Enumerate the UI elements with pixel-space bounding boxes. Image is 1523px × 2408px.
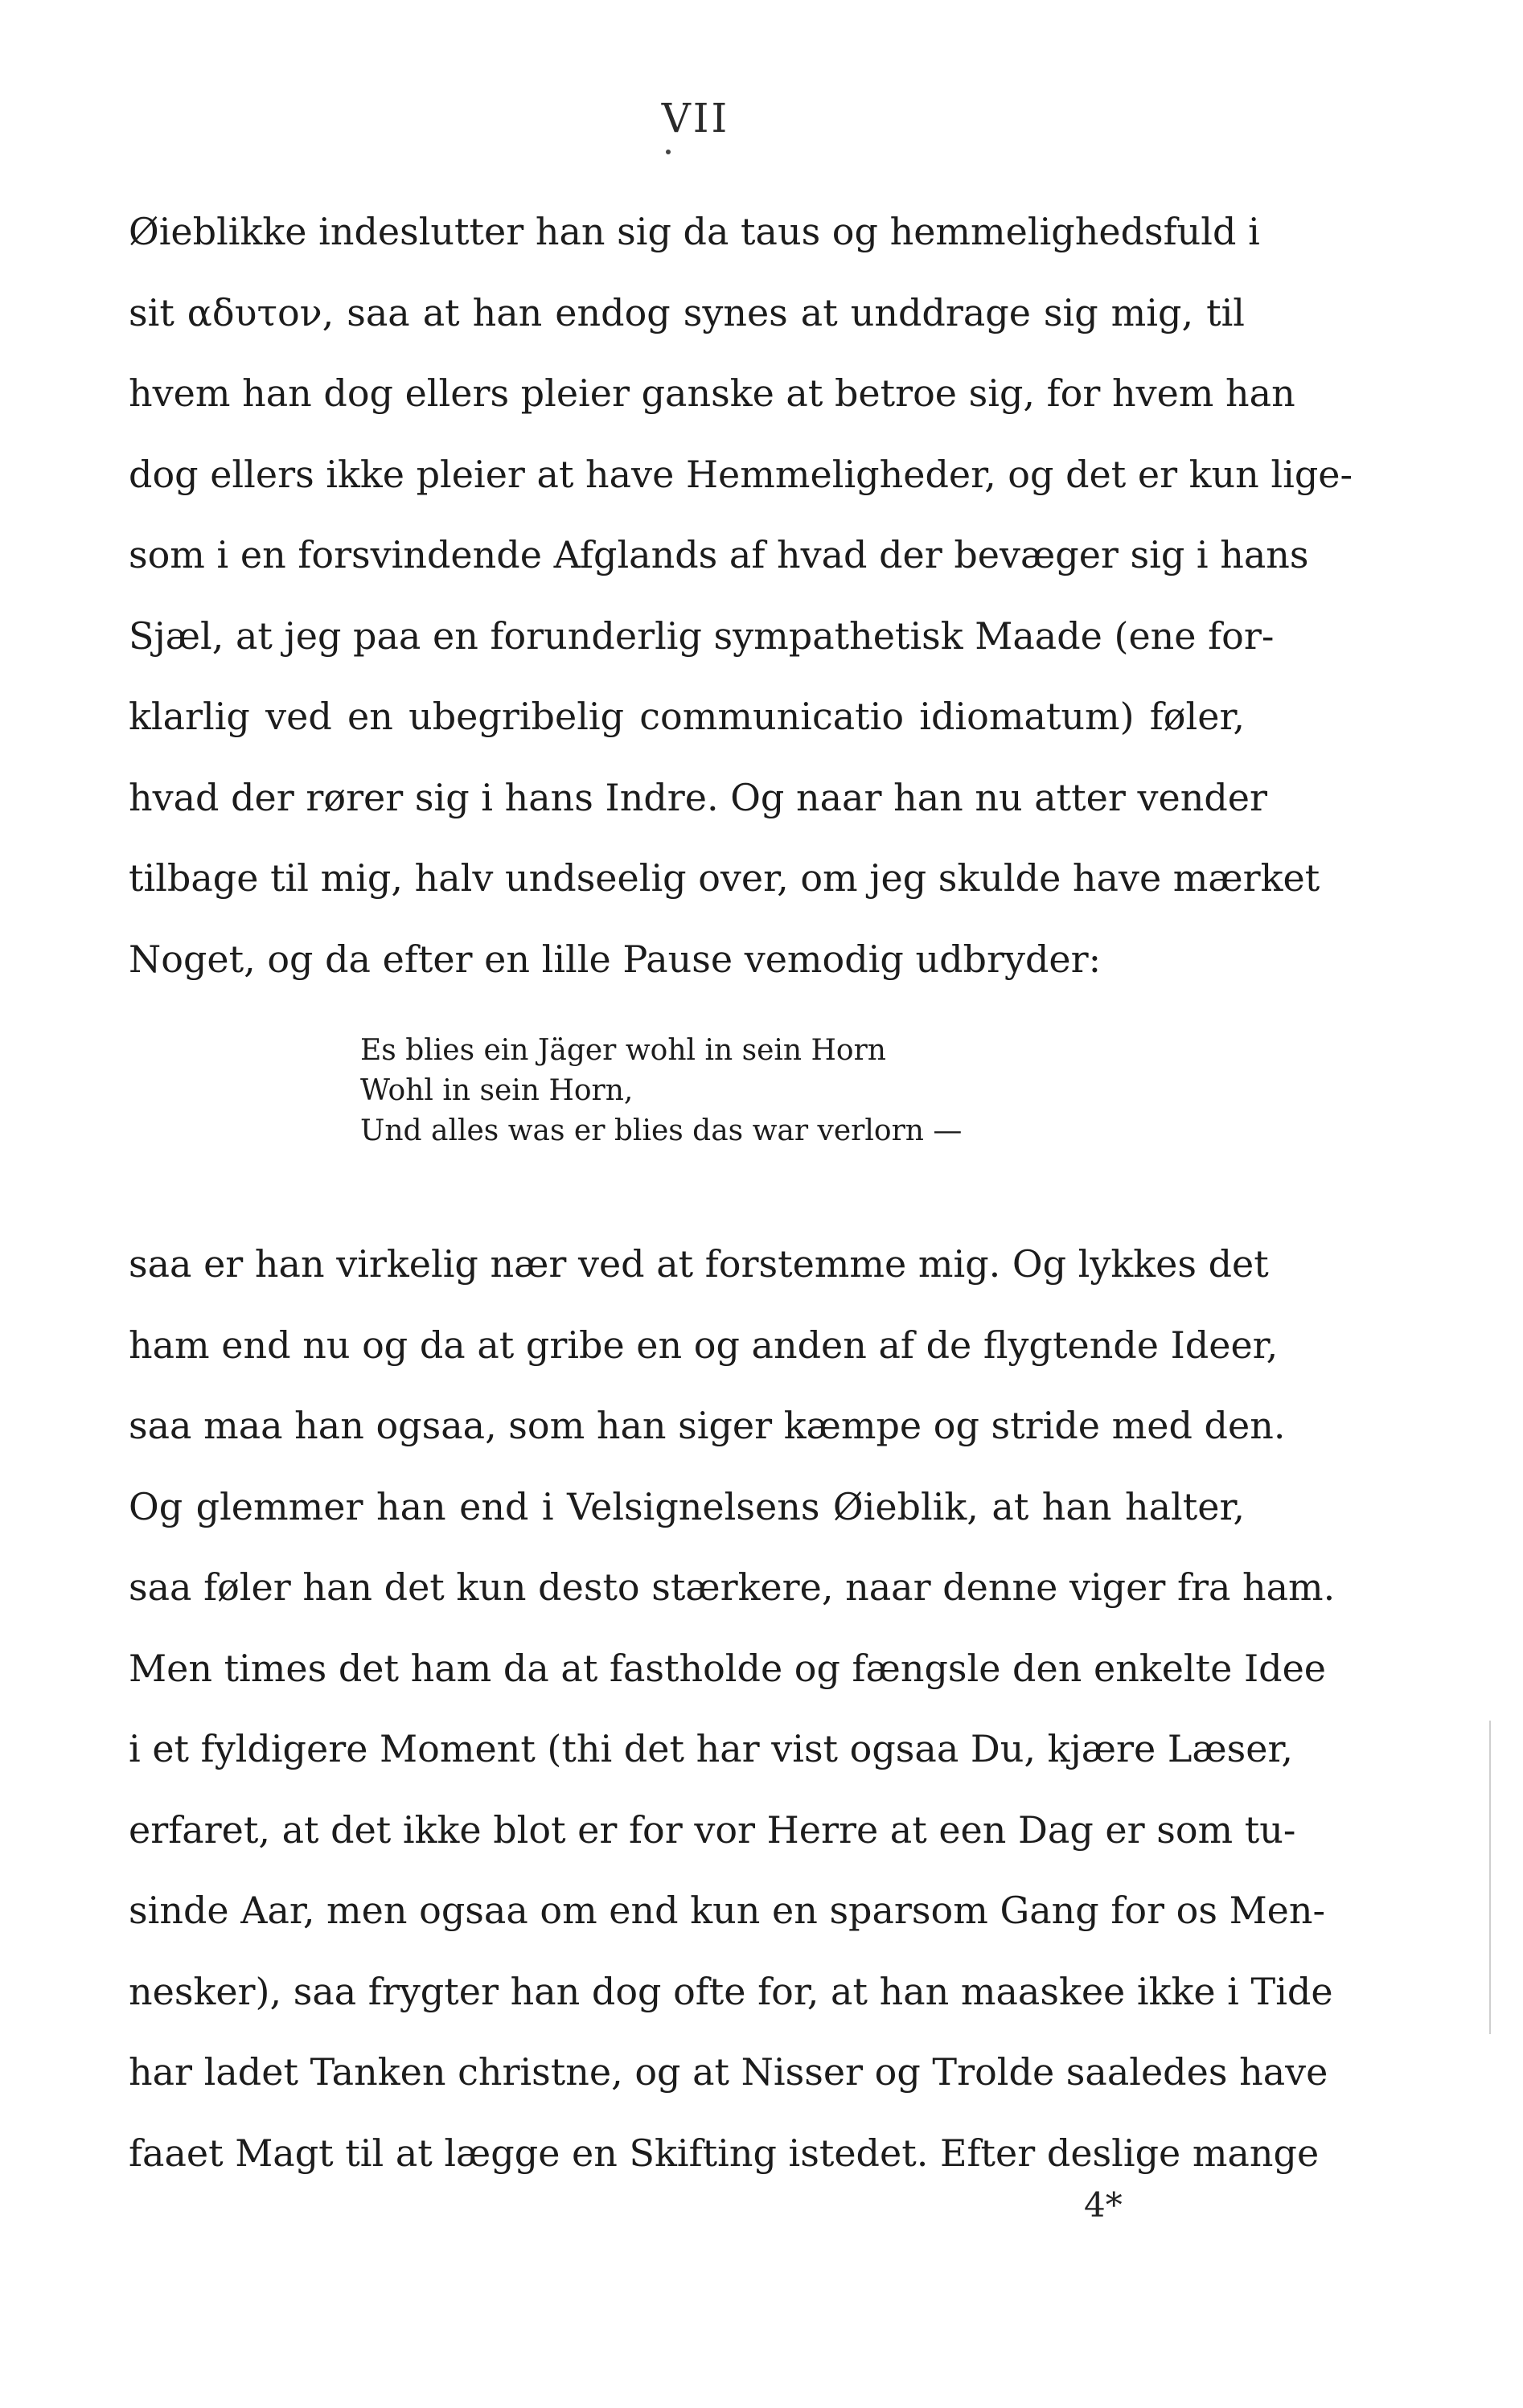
text-line: Og glemmer han end i Velsignelsens Øieblik, at han halter, xyxy=(129,1484,1245,1528)
text-line: tilbage til mig, halv undseelig over, om jeg skulde have mærket xyxy=(129,856,1320,900)
verse-line: Wohl in sein Horn, xyxy=(360,1074,634,1107)
text-line: Sjæl, at jeg paa en forunderlig sympathetisk Maade (ene for- xyxy=(129,613,1275,658)
text-line: i et fyldigere Moment (thi det har vist ogsaa Du, kjære Læser, xyxy=(129,1727,1294,1770)
text-line: hvad der rører sig i hans Indre. Og naar han nu atter vender xyxy=(129,775,1267,819)
text-line: som i en forsvindende Afglands af hvad der bevæger sig i hans xyxy=(129,533,1309,576)
text-line: Men times det ham da at fastholde og fængsle den enkelte Idee xyxy=(129,1646,1327,1690)
text-line: saa føler han det kun desto stærkere, naar denne viger fra ham. xyxy=(129,1565,1336,1609)
text-line: sinde Aar, men ogsaa om end kun en sparsom Gang for os Men- xyxy=(129,1889,1326,1932)
page-number: VII xyxy=(661,95,730,142)
paragraph-1 xyxy=(129,191,1353,999)
text-line: sit αδυτον, saa at han endog synes at unddrage sig mig, til xyxy=(129,290,1245,334)
paragraph-2 xyxy=(129,1224,1336,2193)
text-line: hvem han dog ellers pleier ganske at betroe sig, for hvem han xyxy=(129,371,1295,415)
verse-quote xyxy=(360,1031,962,1151)
text-line: nesker), saa frygter han dog ofte for, at han maaskee ikke i Tide xyxy=(129,1969,1333,2013)
text-line: dog ellers ikke pleier at have Hemmeligheder, og det er kun lige- xyxy=(129,452,1353,496)
text-line: erfaret, at det ikke blot er for vor Herre at een Dag er som tu- xyxy=(129,1807,1296,1852)
text-line: har ladet Tanken christne, og at Nisser og Trolde saaledes have xyxy=(129,2050,1328,2094)
text-line: Noget, og da efter en lille Pause vemodig udbryder: xyxy=(129,937,1102,981)
verse-line: Es blies ein Jäger wohl in sein Horn xyxy=(360,1034,886,1067)
text-line: klarlig ved en ubegribelig communicatio idiomatum) føler, xyxy=(129,695,1245,738)
text-line: ham end nu og da at gribe en og anden af de flygtende Ideer, xyxy=(129,1323,1279,1367)
text-line: saa er han virkelig nær ved at forstemme mig. Og lykkes det xyxy=(129,1242,1269,1286)
text-line: Øieblikke indeslutter han sig da taus og hemmelighedsfuld i xyxy=(129,210,1260,253)
page-number-dot xyxy=(666,150,671,154)
margin-line xyxy=(1489,1721,1491,2034)
verse-line: Und alles was er blies das war verlorn — xyxy=(360,1114,963,1147)
text-line: faaet Magt til at lægge en Skifting istedet. Efter deslige mange xyxy=(129,2131,1320,2175)
signature-mark: 4* xyxy=(1084,2185,1123,2225)
text-line: saa maa han ogsaa, som han siger kæmpe og stride med den. xyxy=(129,1404,1286,1447)
